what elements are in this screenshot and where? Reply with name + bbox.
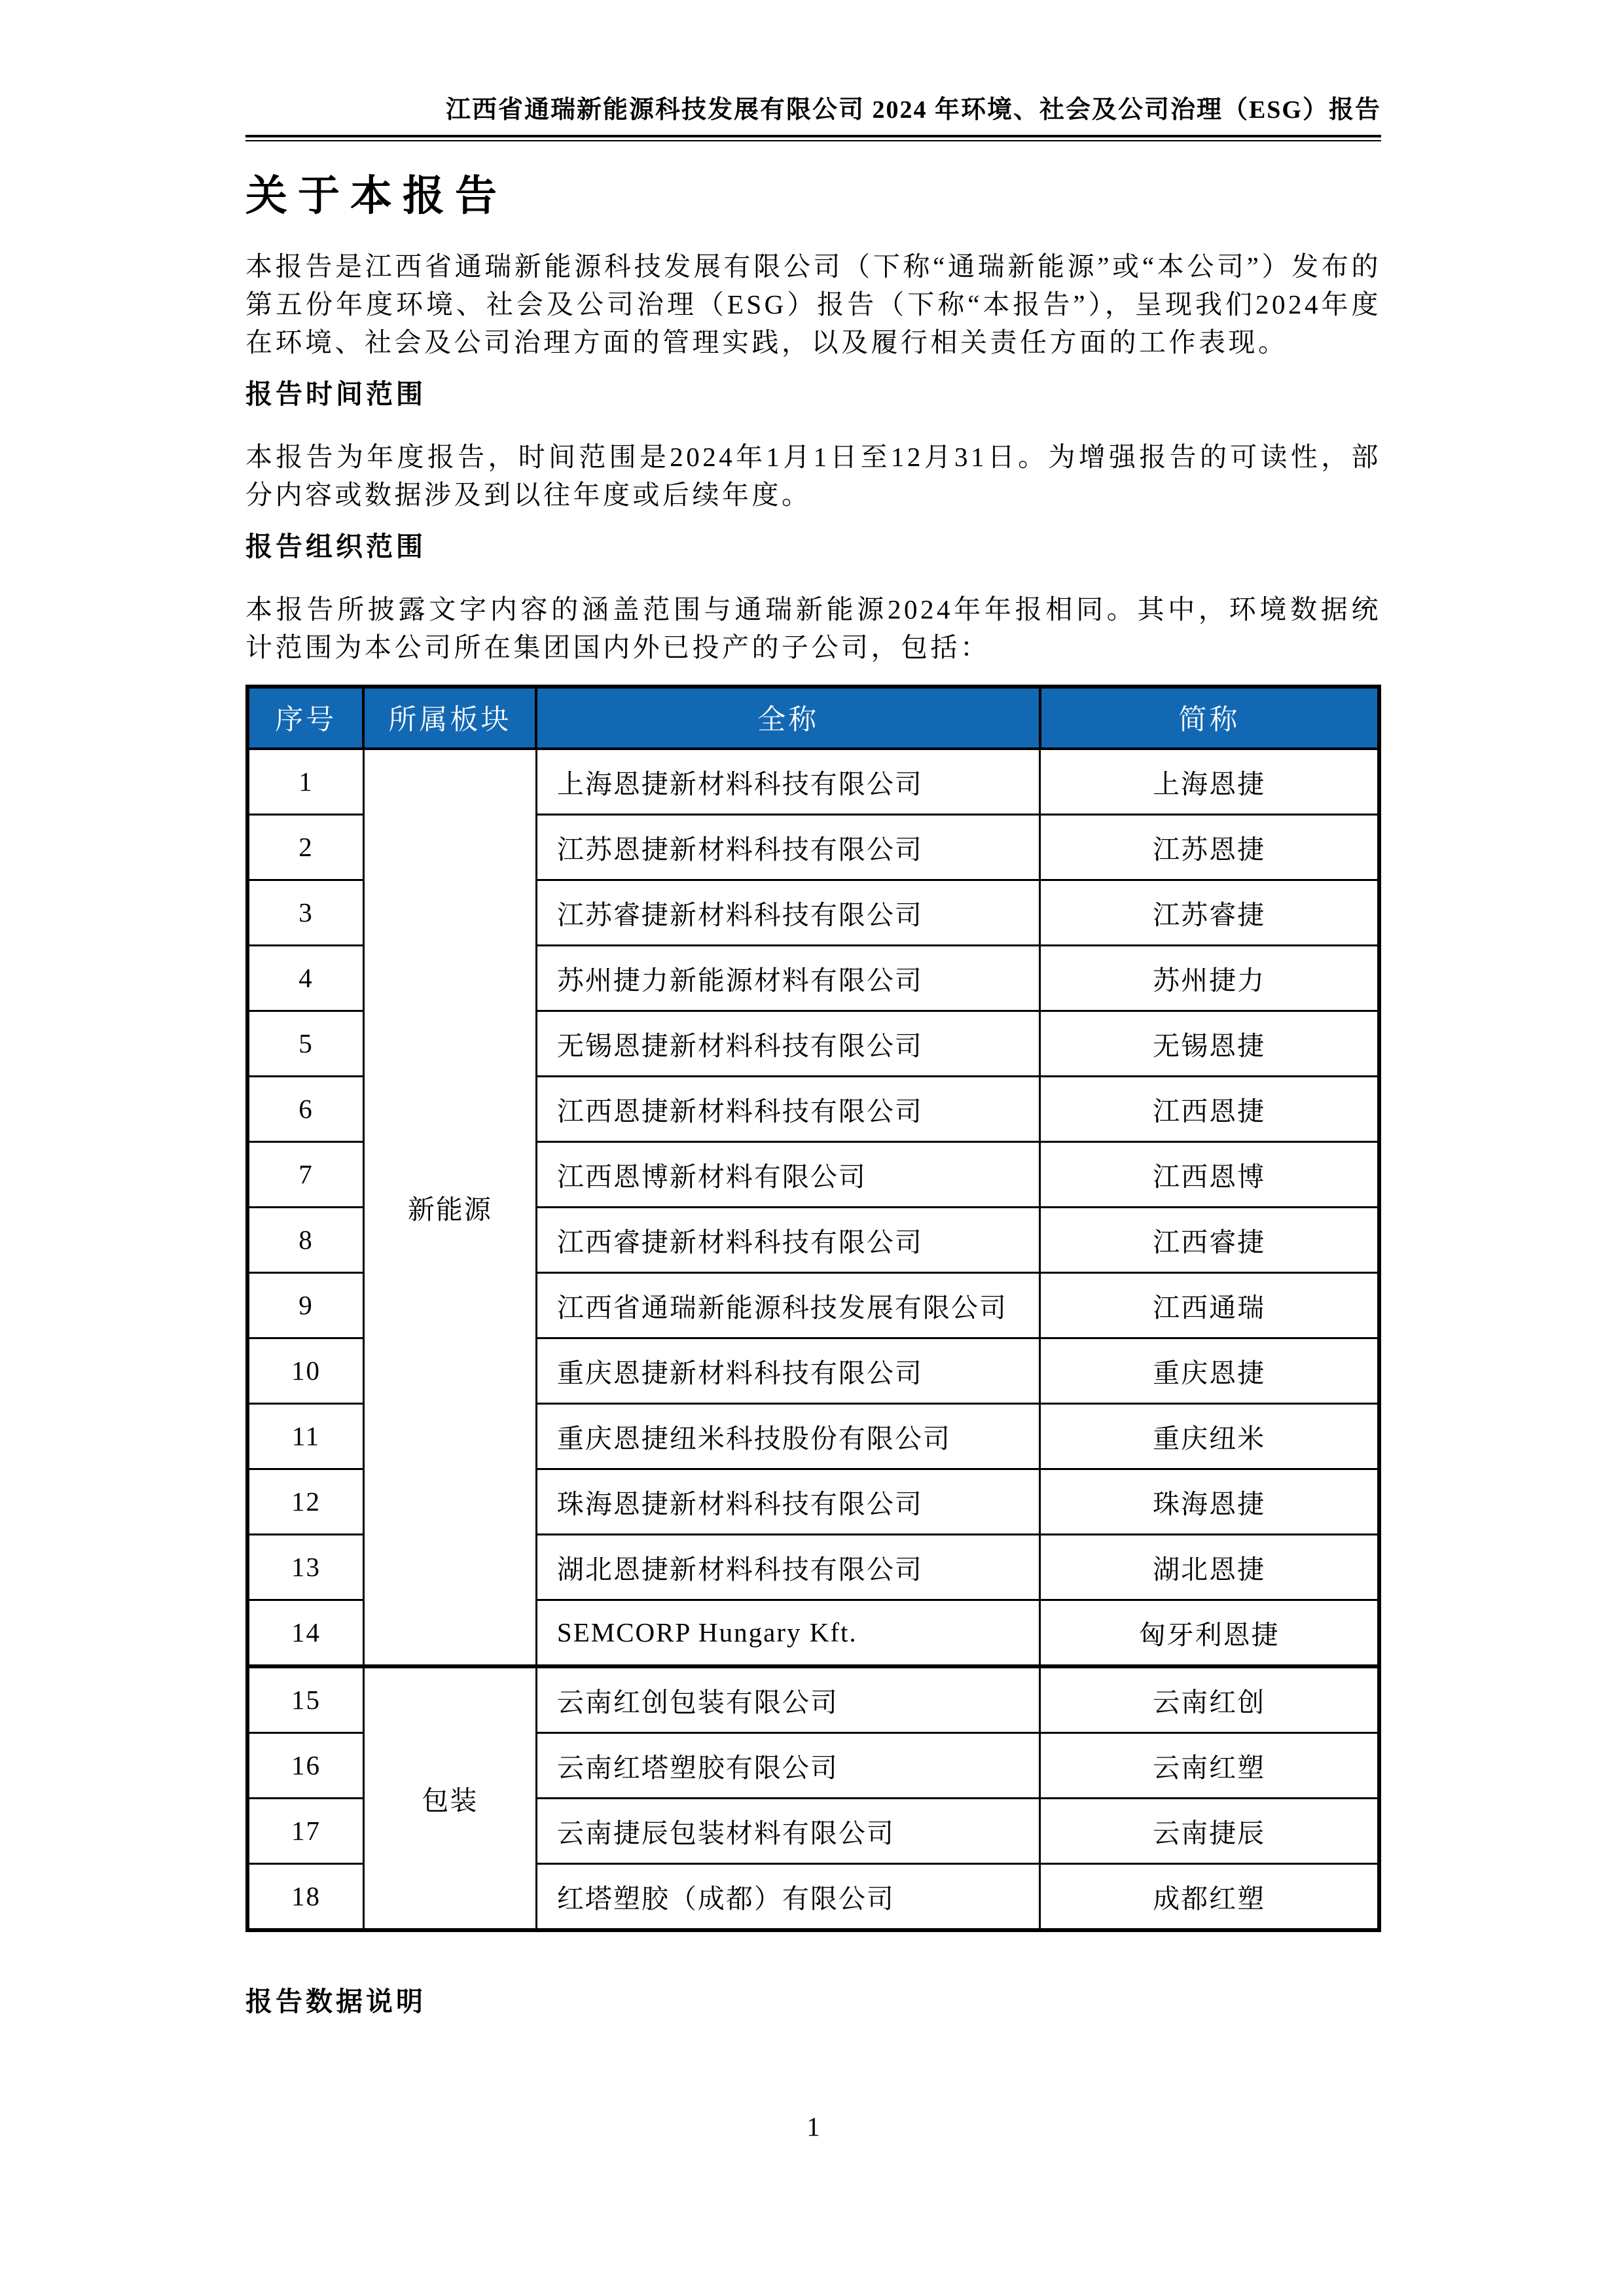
row-index: 7 (247, 1141, 363, 1207)
section-body-report-period: 本报告为年度报告，时间范围是2024年1月1日至12月31日。为增强报告的可读性，部分内容或数据涉及到以往年度或后续年度。 (245, 441, 1381, 510)
segment-cell: 包装 (363, 1666, 536, 1930)
company-short-name: 江西恩博 (1040, 1141, 1379, 1207)
company-full-name: 珠海恩捷新材料科技有限公司 (536, 1469, 1039, 1534)
row-index: 8 (247, 1207, 363, 1272)
company-short-name: 珠海恩捷 (1040, 1469, 1379, 1534)
table-header-row (247, 687, 1379, 749)
company-short-name: 成都红塑 (1040, 1863, 1379, 1930)
table-row (247, 749, 1379, 815)
page-title: 关于本报告 (245, 172, 507, 219)
company-short-name: 湖北恩捷 (1040, 1534, 1379, 1600)
company-short-name: 苏州捷力 (1040, 945, 1379, 1011)
intro-paragraph: 本报告是江西省通瑞新能源科技发展有限公司（下称“通瑞新能源”或“本公司”）发布的第五份年度环境、社会及公司治理（ESG）报告（下称“本报告”），呈现我们2024年度在环境、社会及公司治理方面的管理实践，以及履行相关责任方面的工作表现。 (245, 251, 1381, 357)
company-full-name: 上海恩捷新材料科技有限公司 (536, 749, 1039, 815)
row-index: 5 (247, 1011, 363, 1076)
column-header-full-name: 全称 (536, 687, 1039, 749)
company-short-name: 匈牙利恩捷 (1040, 1600, 1379, 1666)
company-full-name: 江苏恩捷新材料科技有限公司 (536, 814, 1039, 880)
company-short-name: 江苏恩捷 (1040, 814, 1379, 880)
company-short-name: 重庆恩捷 (1040, 1338, 1379, 1403)
company-short-name: 江苏睿捷 (1040, 880, 1379, 945)
page-number: 1 (806, 2111, 820, 2142)
company-full-name: 苏州捷力新能源材料有限公司 (536, 945, 1039, 1011)
row-index: 3 (247, 880, 363, 945)
company-full-name: 湖北恩捷新材料科技有限公司 (536, 1534, 1039, 1600)
company-short-name: 云南红创 (1040, 1666, 1379, 1733)
row-index: 9 (247, 1272, 363, 1338)
company-short-name: 重庆纽米 (1040, 1403, 1379, 1469)
company-table-body (247, 749, 1379, 1930)
row-index: 1 (247, 749, 363, 815)
company-full-name: 云南捷辰包装材料有限公司 (536, 1798, 1039, 1863)
row-index: 18 (247, 1863, 363, 1930)
column-header-segment: 所属板块 (363, 687, 536, 749)
table-row (247, 1666, 1379, 1733)
row-index: 13 (247, 1534, 363, 1600)
subsidiary-table (245, 685, 1381, 1932)
company-full-name: 江西恩博新材料有限公司 (536, 1141, 1039, 1207)
running-header-text: 江西省通瑞新能源科技发展有限公司 2024 年环境、社会及公司治理（ESG）报告 (445, 96, 1381, 124)
company-short-name: 江西通瑞 (1040, 1272, 1379, 1338)
company-full-name: SEMCORP Hungary Kft. (536, 1600, 1039, 1666)
column-header-index: 序号 (247, 687, 363, 749)
company-short-name: 江西睿捷 (1040, 1207, 1379, 1272)
section-heading-report-scope: 报告组织范围 (245, 531, 426, 562)
section-heading-data-notes: 报告数据说明 (245, 1986, 426, 2017)
row-index: 12 (247, 1469, 363, 1534)
row-index: 6 (247, 1076, 363, 1141)
company-full-name: 江苏睿捷新材料科技有限公司 (536, 880, 1039, 945)
row-index: 16 (247, 1732, 363, 1798)
row-index: 2 (247, 814, 363, 880)
row-index: 17 (247, 1798, 363, 1863)
company-full-name: 云南红创包装有限公司 (536, 1666, 1039, 1733)
row-index: 10 (247, 1338, 363, 1403)
company-full-name: 重庆恩捷纽米科技股份有限公司 (536, 1403, 1039, 1469)
company-full-name: 云南红塔塑胶有限公司 (536, 1732, 1039, 1798)
company-short-name: 云南红塑 (1040, 1732, 1379, 1798)
segment-cell: 新能源 (363, 749, 536, 1666)
company-full-name: 江西睿捷新材料科技有限公司 (536, 1207, 1039, 1272)
running-header (245, 97, 1381, 124)
company-short-name: 云南捷辰 (1040, 1798, 1379, 1863)
row-index: 11 (247, 1403, 363, 1469)
column-header-short-name: 简称 (1040, 687, 1379, 749)
row-index: 15 (247, 1666, 363, 1733)
row-index: 14 (247, 1600, 363, 1666)
section-body-report-scope: 本报告所披露文字内容的涵盖范围与通瑞新能源2024年年报相同。其中，环境数据统计范围为本公司所在集团国内外已投产的子公司，包括： (245, 594, 1381, 662)
company-full-name: 江西恩捷新材料科技有限公司 (536, 1076, 1039, 1141)
company-full-name: 江西省通瑞新能源科技发展有限公司 (536, 1272, 1039, 1338)
company-short-name: 江西恩捷 (1040, 1076, 1379, 1141)
company-full-name: 红塔塑胶（成都）有限公司 (536, 1863, 1039, 1930)
company-full-name: 重庆恩捷新材料科技有限公司 (536, 1338, 1039, 1403)
row-index: 4 (247, 945, 363, 1011)
section-heading-report-period: 报告时间范围 (245, 378, 426, 409)
company-short-name: 上海恩捷 (1040, 749, 1379, 815)
company-full-name: 无锡恩捷新材料科技有限公司 (536, 1011, 1039, 1076)
company-short-name: 无锡恩捷 (1040, 1011, 1379, 1076)
header-rule (245, 135, 1381, 141)
